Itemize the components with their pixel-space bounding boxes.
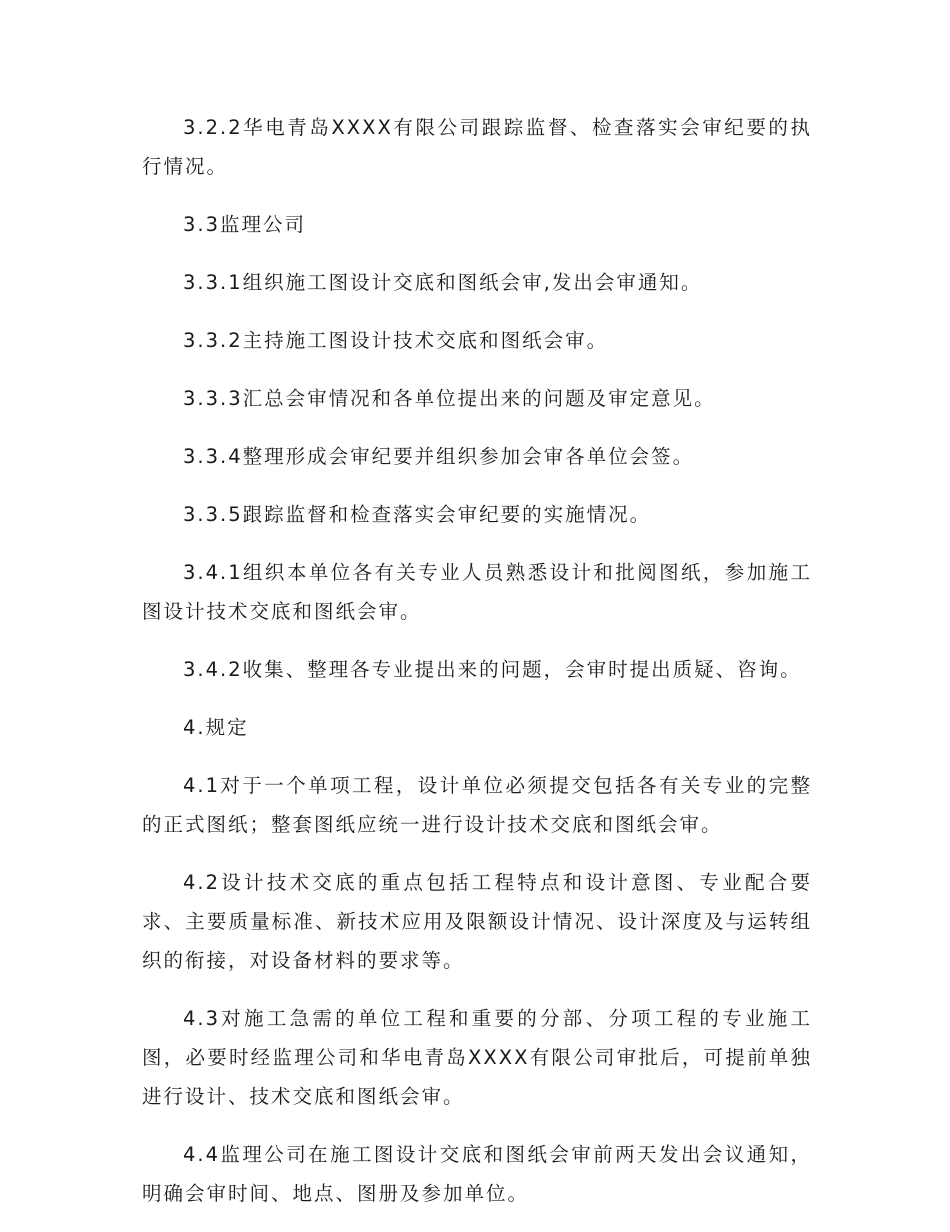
paragraph-3-3-4: 3.3.4整理形成会审纪要并组织参加会审各单位会签。 [183,445,695,468]
paragraph-3-3-5: 3.3.5跟踪监督和检查落实会审纪要的实施情况。 [183,503,652,526]
heading-3-3: 3.3监理公司 [183,213,307,236]
paragraph-3-4-1: 3.4.1组织本单位各有关专业人员熟悉设计和批阅图纸，参加施工图设计技术交底和图纸会审。 [142,561,812,623]
paragraph-4-4: 4.4监理公司在施工图设计交底和图纸会审前两天发出会议通知，明确会审时间、地点、图册及参加单位。 [142,1143,812,1205]
paragraph-3-4-2: 3.4.2收集、整理各专业提出来的问题，会审时提出质疑、咨询。 [183,658,802,681]
heading-4: 4.规定 [183,716,249,739]
paragraph-4-3: 4.3对施工急需的单位工程和重要的分部、分项工程的专业施工图，必要时经监理公司和华电青岛XXXX有限公司审批后，可提前单独进行设计、技术交底和图纸会审。 [142,1007,812,1108]
paragraph-3-3-1: 3.3.1组织施工图设计交底和图纸会审,发出会审通知。 [183,271,703,294]
paragraph-3-3-3: 3.3.3汇总会审情况和各单位提出来的问题及审定意见。 [183,387,716,410]
document-page [142,108,812,1232]
paragraph-4-2: 4.2设计技术交底的重点包括工程特点和设计意图、专业配合要求、主要质量标准、新技术应用及限额设计情况、设计深度及与运转组织的衔接，对设备材料的要求等。 [142,871,812,972]
paragraph-3-3-2: 3.3.2主持施工图设计技术交底和图纸会审。 [183,329,609,352]
paragraph-3-2-2: 3.2.2华电青岛XXXX有限公司跟踪监督、检查落实会审纪要的执行情况。 [142,116,812,178]
paragraph-4-1: 4.1对于一个单项工程，设计单位必须提交包括各有关专业的完整的正式图纸；整套图纸应统一进行设计技术交底和图纸会审。 [142,774,812,836]
